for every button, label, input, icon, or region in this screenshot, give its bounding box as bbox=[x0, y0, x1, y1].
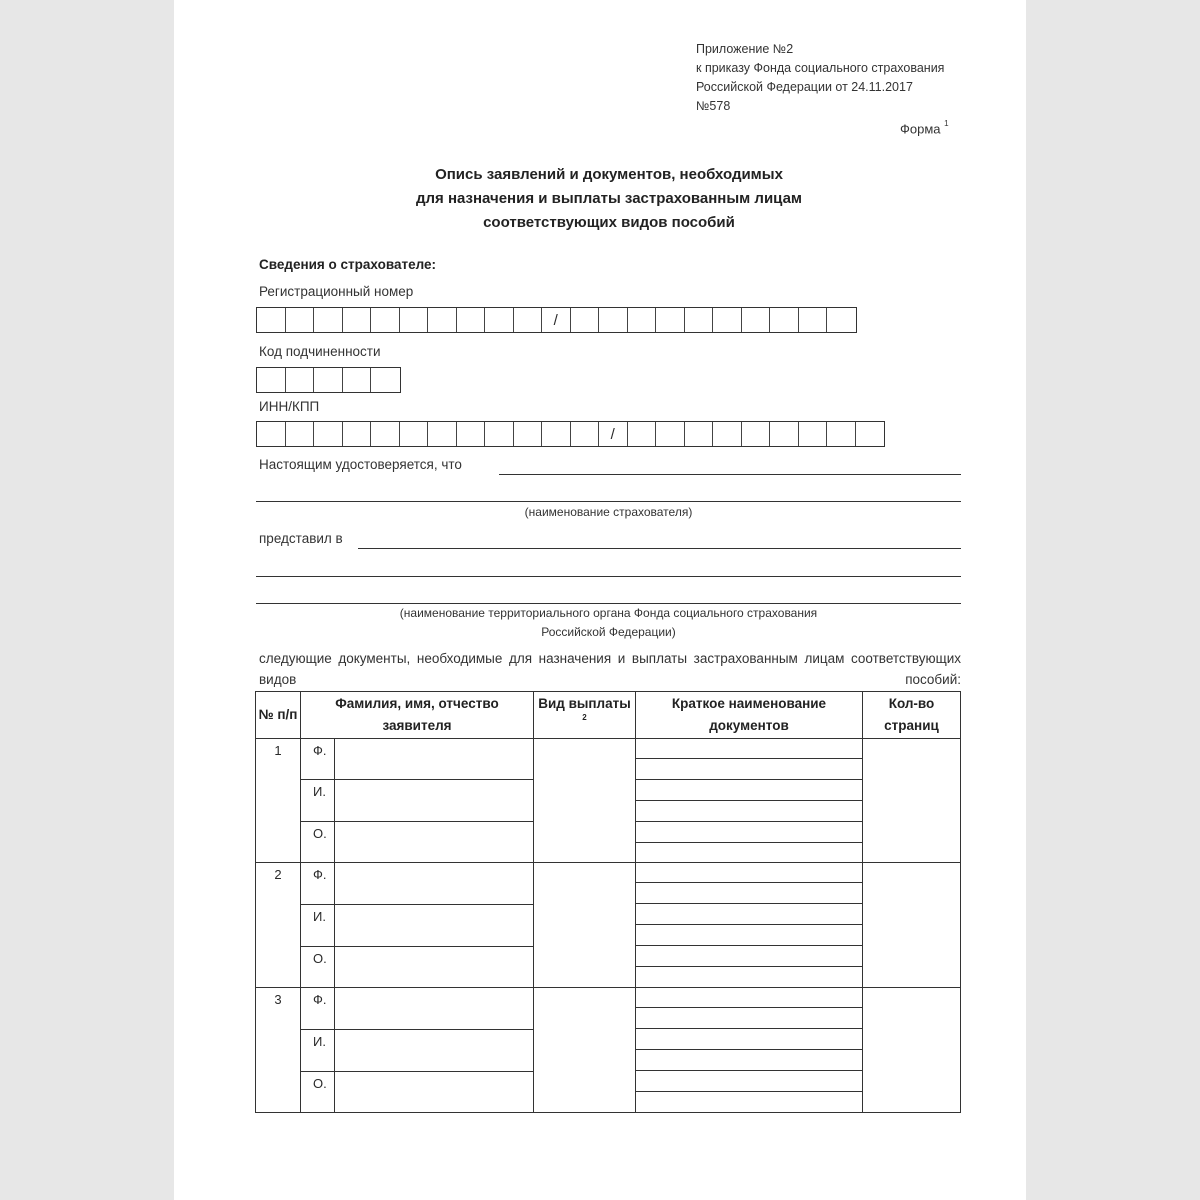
appendix-line: Приложение №2 bbox=[696, 42, 794, 56]
doc-line bbox=[636, 842, 862, 843]
digit-box[interactable] bbox=[257, 368, 286, 392]
reg-number-field[interactable] bbox=[256, 307, 857, 333]
digit-box[interactable] bbox=[343, 308, 372, 332]
insurer-section-label: Сведения о страхователе: bbox=[259, 257, 436, 272]
inn-separator: / bbox=[599, 422, 628, 446]
appendix-line: к приказу Фонда социального страхования bbox=[696, 61, 945, 75]
payment-footnote-mark: 2 bbox=[582, 713, 587, 722]
fss-caption-line: (наименование территориального органа Фонда социального страхования bbox=[399, 606, 818, 620]
digit-box[interactable] bbox=[713, 308, 742, 332]
doc-line bbox=[636, 945, 862, 946]
patronymic-cell[interactable] bbox=[335, 1072, 534, 1113]
surname-label: Ф. bbox=[301, 739, 335, 780]
digit-box[interactable] bbox=[286, 368, 315, 392]
digit-box[interactable] bbox=[571, 308, 600, 332]
doc-line bbox=[636, 903, 862, 904]
subordination-code-field[interactable] bbox=[256, 367, 401, 393]
header-docs: Краткое наименование документов bbox=[636, 692, 863, 739]
doc-line bbox=[636, 1049, 862, 1050]
payment-type-cell[interactable] bbox=[534, 739, 636, 863]
form-label bbox=[900, 121, 949, 136]
title-line: Опись заявлений и документов, необходимых bbox=[435, 166, 783, 183]
appendix-line: №578 bbox=[696, 99, 731, 113]
payment-type-cell[interactable] bbox=[534, 863, 636, 988]
submitted-text: представил в bbox=[259, 531, 343, 546]
digit-box[interactable] bbox=[856, 422, 885, 446]
documents-table bbox=[255, 691, 961, 1113]
row-number: 1 bbox=[256, 739, 301, 863]
subordination-label: Код подчиненности bbox=[259, 344, 381, 359]
document-title bbox=[294, 163, 924, 235]
fss-office-caption bbox=[256, 604, 961, 642]
fss-office-line[interactable] bbox=[358, 548, 961, 549]
digit-box[interactable] bbox=[770, 308, 799, 332]
doc-line bbox=[636, 1070, 862, 1071]
digit-box[interactable] bbox=[400, 422, 429, 446]
insurer-name-line[interactable] bbox=[499, 474, 961, 475]
documents-cell[interactable] bbox=[636, 988, 863, 1113]
doc-line bbox=[636, 882, 862, 883]
name-label: И. bbox=[301, 1030, 335, 1072]
surname-cell[interactable] bbox=[335, 988, 534, 1030]
digit-box[interactable] bbox=[770, 422, 799, 446]
digit-box[interactable] bbox=[799, 422, 828, 446]
name-label: И. bbox=[301, 905, 335, 947]
reg-number-label: Регистрационный номер bbox=[259, 284, 414, 299]
pages-count-cell[interactable] bbox=[863, 863, 961, 988]
digit-box[interactable] bbox=[656, 422, 685, 446]
title-line: соответствующих видов пособий bbox=[483, 214, 735, 231]
digit-box[interactable] bbox=[827, 308, 856, 332]
fss-caption-line: Российской Федерации) bbox=[541, 625, 676, 639]
digit-box[interactable] bbox=[514, 308, 543, 332]
appendix-reference bbox=[696, 40, 944, 116]
inn-kpp-label: ИНН/КПП bbox=[259, 399, 320, 414]
digit-box[interactable] bbox=[314, 368, 343, 392]
name-cell[interactable] bbox=[335, 905, 534, 947]
table-row bbox=[256, 739, 961, 780]
digit-box[interactable] bbox=[400, 308, 429, 332]
digit-box[interactable] bbox=[713, 422, 742, 446]
digit-box[interactable] bbox=[485, 422, 514, 446]
digit-box[interactable] bbox=[343, 368, 372, 392]
header-payment bbox=[534, 692, 636, 739]
reg-separator: / bbox=[542, 308, 571, 332]
name-cell[interactable] bbox=[335, 780, 534, 822]
title-line: для назначения и выплаты застрахованным лицам bbox=[415, 190, 803, 207]
digit-box[interactable] bbox=[599, 308, 628, 332]
doc-line bbox=[636, 800, 862, 801]
digit-box[interactable] bbox=[286, 308, 315, 332]
digit-box[interactable] bbox=[286, 422, 315, 446]
surname-label: Ф. bbox=[301, 988, 335, 1030]
form-page bbox=[174, 0, 1026, 1200]
digit-box[interactable] bbox=[571, 422, 600, 446]
digit-box[interactable] bbox=[485, 308, 514, 332]
digit-box[interactable] bbox=[685, 308, 714, 332]
digit-box[interactable] bbox=[371, 422, 400, 446]
doc-line bbox=[636, 758, 862, 759]
digit-box[interactable] bbox=[542, 422, 571, 446]
digit-box[interactable] bbox=[827, 422, 856, 446]
patronymic-cell[interactable] bbox=[335, 822, 534, 863]
digit-box[interactable] bbox=[514, 422, 543, 446]
doc-line bbox=[636, 779, 862, 780]
digit-box[interactable] bbox=[371, 368, 400, 392]
payment-type-cell[interactable] bbox=[534, 988, 636, 1113]
patronymic-cell[interactable] bbox=[335, 947, 534, 988]
digit-box[interactable] bbox=[656, 308, 685, 332]
digit-box[interactable] bbox=[457, 308, 486, 332]
pages-count-cell[interactable] bbox=[863, 988, 961, 1113]
insurer-name-caption: (наименование страхователя) bbox=[524, 505, 693, 519]
table-row bbox=[256, 988, 961, 1030]
form-label-text: Форма bbox=[900, 121, 941, 137]
digit-box[interactable] bbox=[799, 308, 828, 332]
digit-box[interactable] bbox=[257, 308, 286, 332]
form-footnote-mark: 1 bbox=[944, 119, 949, 128]
following-documents-text: следующие документы, необходимые для назначения и выплаты застрахованным лицам соответствующих видов пособий: bbox=[259, 651, 961, 687]
digit-box[interactable] bbox=[685, 422, 714, 446]
digit-box[interactable] bbox=[742, 308, 771, 332]
name-cell[interactable] bbox=[335, 1030, 534, 1072]
name-label: И. bbox=[301, 780, 335, 822]
certify-text: Настоящим удостоверяется, что bbox=[259, 457, 462, 472]
table-header-row bbox=[256, 692, 961, 739]
table-row bbox=[256, 863, 961, 905]
doc-line bbox=[636, 821, 862, 822]
digit-box[interactable] bbox=[457, 422, 486, 446]
inn-kpp-field[interactable] bbox=[256, 421, 885, 447]
row-number: 2 bbox=[256, 863, 301, 988]
doc-line bbox=[636, 924, 862, 925]
surname-cell[interactable] bbox=[335, 863, 534, 905]
digit-box[interactable] bbox=[371, 308, 400, 332]
patronymic-label: О. bbox=[301, 1072, 335, 1113]
documents-cell[interactable] bbox=[636, 739, 863, 863]
digit-box[interactable] bbox=[628, 308, 657, 332]
patronymic-label: О. bbox=[301, 822, 335, 863]
doc-line bbox=[636, 1007, 862, 1008]
digit-box[interactable] bbox=[428, 308, 457, 332]
doc-line bbox=[636, 1091, 862, 1092]
digit-box[interactable] bbox=[628, 422, 657, 446]
documents-cell[interactable] bbox=[636, 863, 863, 988]
doc-line bbox=[636, 966, 862, 967]
digit-box[interactable] bbox=[314, 422, 343, 446]
header-payment-label: Вид выплаты bbox=[538, 696, 631, 711]
digit-box[interactable] bbox=[314, 308, 343, 332]
header-fio: Фамилия, имя, отчество заявителя bbox=[301, 692, 534, 739]
patronymic-label: О. bbox=[301, 947, 335, 988]
insurer-name-line-2[interactable] bbox=[256, 501, 961, 502]
doc-line bbox=[636, 1028, 862, 1029]
digit-box[interactable] bbox=[428, 422, 457, 446]
digit-box[interactable] bbox=[742, 422, 771, 446]
appendix-line: Российской Федерации от 24.11.2017 bbox=[696, 80, 913, 94]
header-pages: Кол-во страниц bbox=[863, 692, 961, 739]
row-number: 3 bbox=[256, 988, 301, 1113]
header-num: № п/п bbox=[256, 692, 301, 739]
pages-count-cell[interactable] bbox=[863, 739, 961, 863]
digit-box[interactable] bbox=[257, 422, 286, 446]
fss-office-line-2[interactable] bbox=[256, 576, 961, 577]
surname-cell[interactable] bbox=[335, 739, 534, 780]
surname-label: Ф. bbox=[301, 863, 335, 905]
digit-box[interactable] bbox=[343, 422, 372, 446]
